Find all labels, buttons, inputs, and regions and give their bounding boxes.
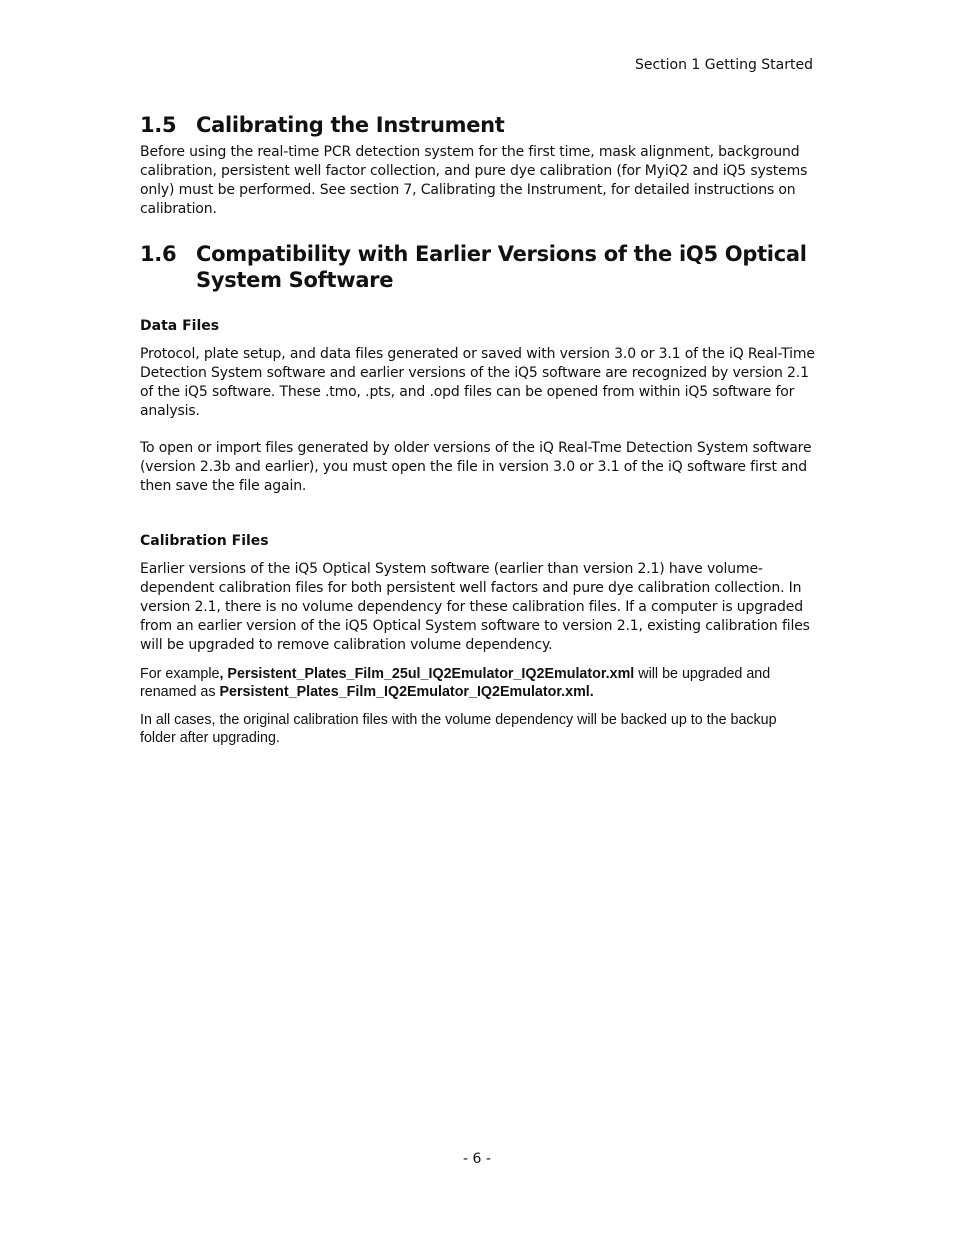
calibration-files-heading: Calibration Files bbox=[140, 533, 269, 549]
data-files-heading: Data Files bbox=[140, 318, 220, 334]
example-old-filename: Persistent_Plates_Film_25ul_IQ2Emulator_IQ2Emulator.xml bbox=[227, 666, 635, 682]
calibration-files-paragraph-1: Earlier versions of the iQ5 Optical System software (earlier than version 2.1) have volume-dependent calibration files for both persistent well factors and pure dye calibration collection. In version 2.1, there is no volume dependency for these calibration files. If a computer is upgraded from an earlier version of the iQ5 Optical System software to version 2.1, existing calibration files will be upgraded to remove calibration volume dependency. bbox=[140, 561, 810, 653]
example-middle-text: will be upgraded and renamed as bbox=[140, 666, 771, 700]
example-prefix: For example bbox=[140, 666, 220, 682]
running-header: Section 1 Getting Started bbox=[634, 57, 813, 73]
example-comma: , bbox=[219, 666, 228, 682]
calibrating-paragraph: Before using the real-time PCR detection system for the first time, mask alignment, background calibration, persistent well factor collection, and pure dye calibration (for MyiQ2 and iQ5 systems only) must be performed. See section 7, Calibrating the Instrument, for detailed instructions on calibration. bbox=[140, 144, 808, 217]
section-number: 1.6 bbox=[140, 242, 177, 266]
example-new-filename: Persistent_Plates_Film_IQ2Emulator_IQ2Emulator.xml. bbox=[219, 684, 594, 700]
calibration-example-paragraph bbox=[140, 665, 816, 701]
page-content bbox=[140, 112, 816, 747]
calibration-backup-paragraph: In all cases, the original calibration files with the volume dependency will be backed up to the backup folder after upgrading. bbox=[140, 712, 777, 746]
section-1-6-heading bbox=[140, 241, 816, 293]
section-title: Compatibility with Earlier Versions of the iQ5 Optical System Software bbox=[196, 242, 807, 292]
section-number: 1.5 bbox=[140, 113, 177, 137]
section-title: Calibrating the Instrument bbox=[196, 113, 505, 137]
page-number: - 6 - bbox=[463, 1151, 491, 1167]
data-files-paragraph-1: Protocol, plate setup, and data files generated or saved with version 3.0 or 3.1 of the iQ Real-Time Detection System software and earlier versions of the iQ5 software are recognized by version 2.1 of the iQ5 software. These .tmo, .pts, and .opd files can be opened from within iQ5 software for analysis. bbox=[140, 346, 815, 419]
data-files-paragraph-2: To open or import files generated by older versions of the iQ Real-Tme Detection System software (version 2.3b and earlier), you must open the file in version 3.0 or 3.1 of the iQ software first and then save the file again. bbox=[140, 440, 812, 494]
section-1-5-heading bbox=[140, 112, 816, 138]
